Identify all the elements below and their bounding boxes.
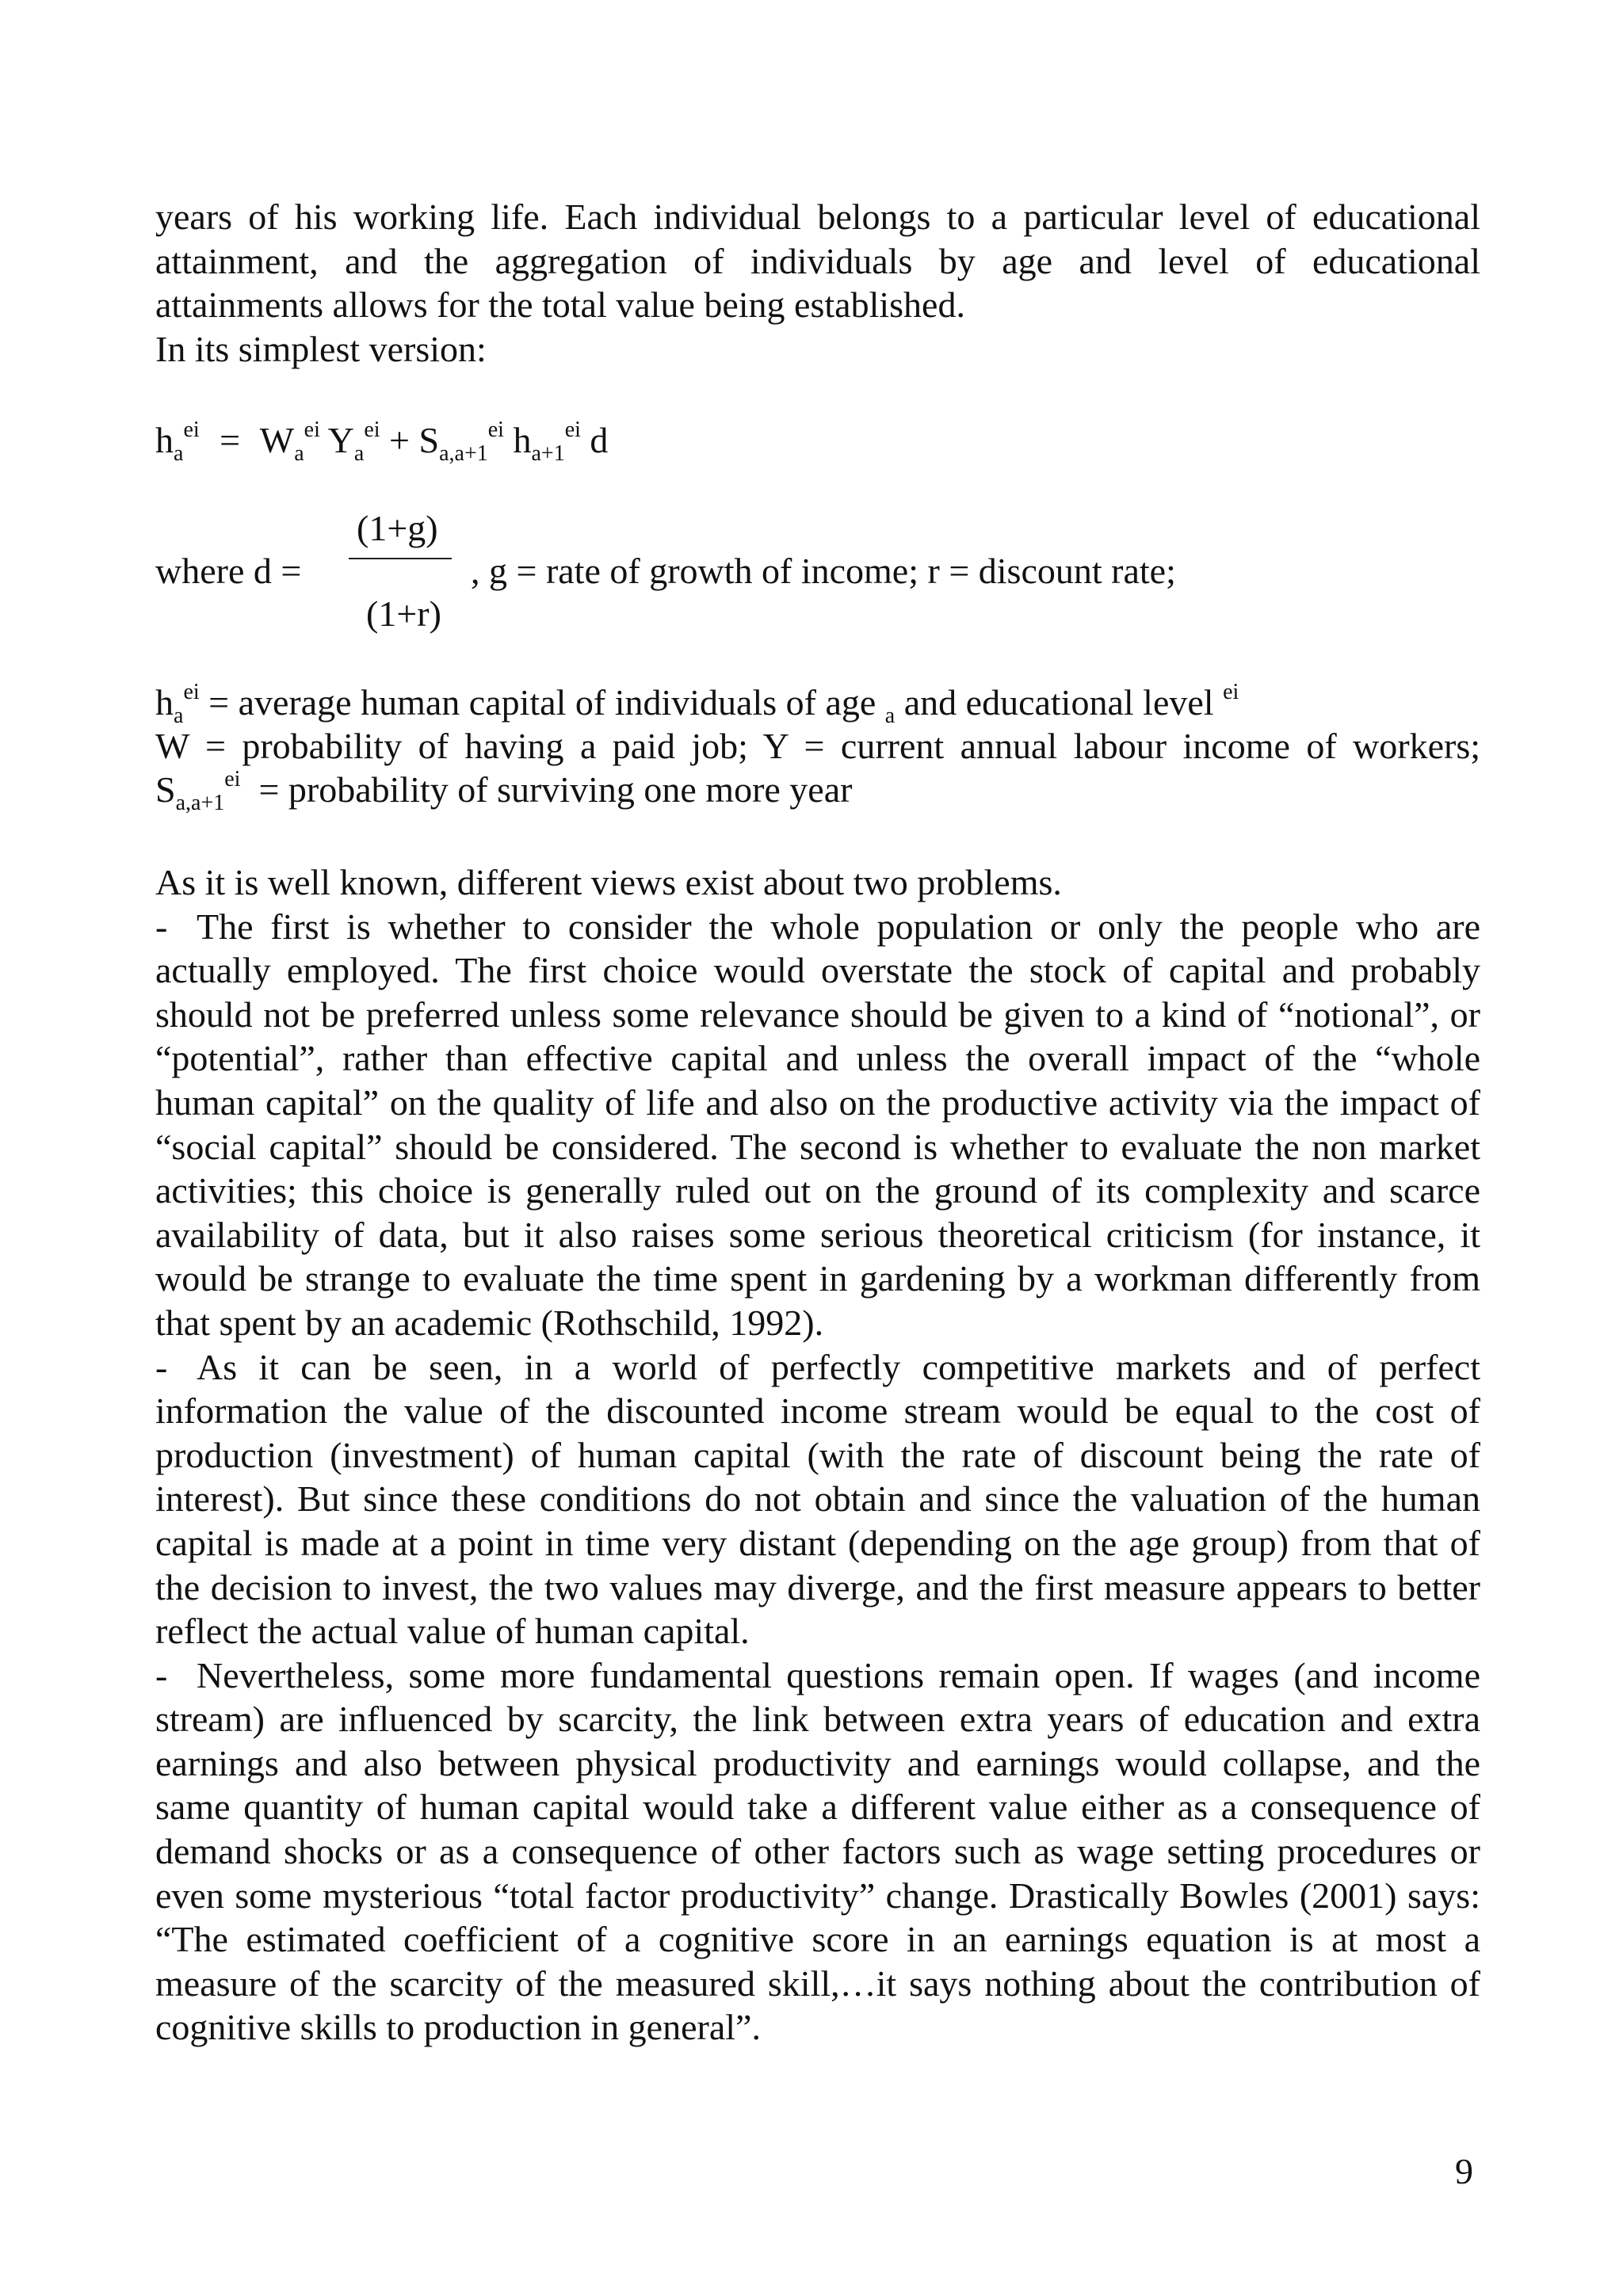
def-h-symbol: h — [155, 682, 174, 723]
def-s-symbol: S — [155, 769, 176, 810]
definition-s — [155, 766, 853, 816]
def-h-sup: ei — [183, 679, 200, 704]
def-age-sub: a — [884, 704, 896, 729]
def-s-sup: ei — [224, 766, 241, 791]
def-s-text: = probability of surviving one more year — [240, 769, 853, 810]
formula-h2-sub: a+1 — [531, 441, 565, 467]
body-intro-line: As it is well known, different views exist about two problems. — [155, 862, 1062, 902]
formula-w: W — [259, 420, 295, 460]
formula-equals: = — [220, 420, 241, 460]
formula-h-sub: a — [174, 441, 184, 467]
fraction-numerator: (1+g) — [357, 508, 438, 548]
formula-plus: + — [389, 420, 410, 460]
intro-line: attainment, and the aggregation of individuals by age and level of educational — [155, 240, 1480, 281]
def-h-sub: a — [174, 704, 184, 729]
intro-paragraph — [155, 195, 1480, 371]
def-level-sup: ei — [1223, 679, 1239, 704]
list-dash: - — [155, 1654, 168, 1695]
list-dash: - — [155, 1346, 168, 1387]
list-item-text: As it can be seen, in a world of perfectly competitive markets and of perfect information the value of the discounted income stream would be equal to the cost of production (investment) of human capital (with the rate of discount being the rate of interest). But since these conditions do not obtain and since the valuation of the human capital is made at a point in time very distant (depending on the age group) from that of the decision to invest, the two values may diverge, and the first measure appears to better reflect the actual value of human capital. — [155, 1346, 1480, 1652]
list-item — [155, 1653, 1480, 2050]
formula-h-sup: ei — [183, 417, 200, 442]
formula-d: d — [590, 420, 609, 460]
where-label: where d = — [155, 551, 302, 591]
definition-h — [155, 679, 1239, 729]
formula-y-sub: a — [353, 441, 365, 467]
formula-w-sub: a — [294, 441, 304, 467]
list-item-text: Nevertheless, some more fundamental questions remain open. If wages (and income stream) are influenced by scarcity, the link between extra years of education and extra earnings and also between physical productivity and earnings would collapse, and the same quantity of human capital would take a different value either as a consequence of demand shocks or as a consequence of other factors such as wage setting procedures or even some mysterious “total factor productivity” change. Drastically Bowles (2001) says: “The estimated coefficient of a cognitive score in an earnings equation is at most a measure of the scarcity of the measured skill,…it says nothing about the contribution of cognitive skills to production in general”. — [155, 1654, 1480, 2048]
intro-line: years of his working life. Each individual belongs to a particular level of educational — [155, 196, 1480, 237]
list-dash: - — [155, 906, 168, 947]
body-text — [155, 860, 1480, 2050]
formula-y-sup: ei — [364, 417, 380, 442]
intro-line: In its simplest version: — [155, 328, 487, 369]
page-number: 9 — [1455, 2151, 1473, 2191]
formula-h2-sup: ei — [564, 417, 581, 442]
formula-s-sub: a,a+1 — [439, 441, 488, 467]
main-formula — [155, 417, 609, 467]
fraction-bar — [349, 558, 452, 559]
formula-s-sup: ei — [487, 417, 504, 442]
formula-w-sup: ei — [304, 417, 320, 442]
list-item — [155, 1345, 1480, 1653]
rate-definitions: , g = rate of growth of income; r = discount rate; — [471, 551, 1176, 591]
def-h-text2: and educational level — [895, 682, 1224, 723]
list-item — [155, 905, 1480, 1345]
formula-s: S — [418, 420, 440, 460]
def-h-text: = average human capital of individuals of age — [199, 682, 885, 723]
def-s-sub: a,a+1 — [175, 791, 225, 816]
formula-h: h — [155, 420, 174, 460]
definition-w-y: W = probability of having a paid job; Y = current annual labour income of workers; — [155, 726, 1480, 766]
formula-h2: h — [513, 420, 532, 460]
intro-line: attainments allows for the total value being established. — [155, 284, 965, 326]
fraction-denominator: (1+r) — [366, 593, 441, 634]
list-item-text: The first is whether to consider the whole population or only the people who are actually employed. The first choice would overstate the stock of capital and probably should not be preferred unless some relevance should be given to a kind of “notional”, or “potential”, rather than effective capital and unless the overall impact of the “whole human capital” on the quality of life and also on the productive activity via the impact of “social capital” should be considered. The second is whether to evaluate the non market activities; this choice is generally ruled out on the ground of its complexity and scarce availability of data, but it also raises some serious theoretical criticism (for instance, it would be strange to evaluate the time spent in gardening by a workman differently from that spent by an academic (Rothschild, 1992). — [155, 906, 1480, 1343]
formula-y: Y — [327, 420, 354, 460]
